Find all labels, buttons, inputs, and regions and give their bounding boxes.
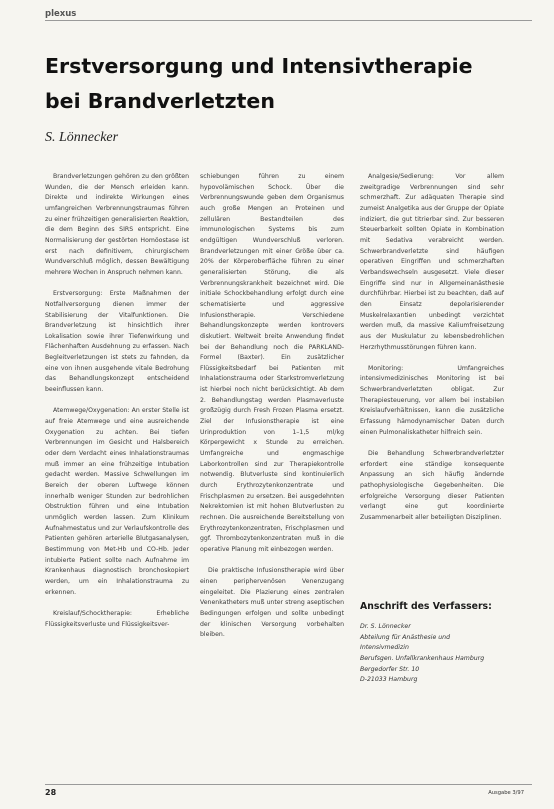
paragraph: Erstversorgung: Erste Maßnahmen der Notfallversorgung dienen immer der Stabilisierung der Vitalfunktionen. Die Brandverletzung ist hinsichtlich ihrer Lokalisation sowie ihrer Tiefenwirkung und Flächenhaften Ausdehnung zu erfassen. Nach Begleitverletzungen ist stets zu fahnden, da eine von ihnen ausgehende vitale Bedrohung das Behandlungskonzept entscheidend beeinflussen kann. (45, 290, 189, 394)
paragraph: Atemwege/Oxygenation: An erster Stelle ist auf freie Atemwege und eine ausreichende Oxygenation zu achten. Bei tiefen Verbrennungen im Gesicht und Halsbereich oder dem Verdacht eines Inhalationstraumas muß immer an eine frühzeitige Intubation gedacht werden. Massive Schwellungen im Bereich der oberen Luftwege können innerhalb weniger Stunden zur bedrohlichen Obstruktion führen und eine Intubation unmöglich werden lassen. Zum Klinikum Aufnahmestatus und zur Verlaufskontrolle des Patienten gehören arterielle Blutgasanalysen, Bestimmung von Met-Hb und CO-Hb. Jeder intubierte Patient sollte nach Aufnahme im Krankenhaus diagnostisch bronchoskopiert werden, um ein Inhalationstrauma zu erkennen. (45, 407, 189, 596)
paragraph: Die praktische Infusionstherapie wird über einen periphervenösen Venenzugang eingeleitet. Die Plazierung eines zentralen Venenkatheters muß unter streng aseptischen Bedingungen erfolgen und sollte unbedingt der klinischen Versorgung vorbehalten bleiben. (200, 567, 344, 639)
paragraph: Kreislauf/Schocktherapie: Erhebliche Flüssigkeitsverluste und Flüssigkeitsver- (45, 609, 189, 628)
address-line: D-21033 Hamburg (360, 676, 418, 684)
author-address (360, 622, 510, 686)
address-line: Abteilung für Anästhesie und (360, 633, 450, 641)
paragraph: Monitoring: Umfangreiches intensivmedizinisches Monitoring ist bei Schwerbrandverletzten obligat. Zur Therapiesteuerung, vor allem bei instabilen Kreislaufverhältnissen, kann die zusätzliche Erfassung hämodynamischer Daten durch einen Pulmonaliskatheter hilfreich sein. (360, 364, 504, 436)
address-line: Intensivmedizin (360, 644, 409, 652)
article-title: Erstversorgung und Intensivtherapie bei Brandverletzten (45, 54, 473, 113)
text-column-3 (360, 172, 504, 534)
address-heading: Anschrift des Verfassers: (360, 601, 492, 612)
paragraph: Analgesie/Sedierung: Vor allem zweitgradige Verbrennungen sind sehr schmerzhaft. Zur adäquaten Therapie sind zumeist Analgetika aus der Gruppe der Opiate indiziert, die gut titrierbar sind. Zur besseren Steuerbarkeit sollten Opiate in Kombination mit Sedativa verabreicht werden. Schwerbrandverletzte sind häufigen operativen Eingriffen und schmerzhaften Verbandswechseln ausgesetzt. Viele dieser Eingriffe sind nur in Allgemeinanästhesie durchführbar. Hierbei ist zu beachten, daß auf den Einsatz depolarisierender Muskelrelaxantien unbedingt verzichtet werden muß, da massive Kaliumfreisetzung aus der Muskulatur zu lebensbedrohlichen Herzrhythmusstörungen führen kann. (360, 173, 504, 351)
paragraph: schiebungen führen zu einem hypovolämischen Schock. Über die Verbrennungswunde geben dem Organismus auch große Mengen an Proteinen und zellulären Bestandteilen des immunologischen Systems bis zum endgültigen Wundverschluß verloren. Brandverletzungen mit einer Größe über ca. 20% der Körperoberfläche führen zu einer generalisierten Störung, die als Verbrennungskrankheit bezeichnet wird. Die initiale Schockbehandlung erfolgt durch eine schematisierte und aggressive Infusionstherapie. Verschiedene Behandlungskonzepte werden kontrovers diskutiert. Weltweit breite Anwendung findet bei der Behandlung noch die PARKLAND-Formel (Baxter). Ein zusätzlicher Flüssigkeitsbedarf bei Patienten mit Inhalationstrauma oder Starkstromverletzung ist hierbei noch nicht berücksichtigt. Ab dem 2. Behandlungstag werden Plasmaverluste großzügig durch Fresh Frozen Plasma ersetzt. Ziel der Infusionstherapie ist eine Urinproduktion von 1–1,5 ml/kg Körpergewicht x Stunde zu erreichen. Umfangreiche und engmaschige Laborkontrollen sind zur Therapiekontrolle notwendig. Blutverluste sind kontinuierlich durch Erythrozytenkonzentrate und Frischplasmen zu ersetzen. Bei ausgedehnten Nekrektomien ist mit hohen Blutverlusten zu rechnen. Die ausreichende Bereitstellung von Erythrozytenkonzentraten, Frischplasmen und ggf. Thrombozytenkonzentraten muß in die operative Planung mit einbezogen werden. (200, 173, 344, 553)
section-label: plexus (45, 9, 77, 19)
paragraph: Die Behandlung Schwerbrandverletzter erfordert eine ständige konsequente Anpassung an sich häufig ändernde pathophysiologische Gegebenheiten. Die erfolgreiche Versorgung dieser Patienten verlangt eine gut koordinierte Zusammenarbeit aller beteiligten Disziplinen. (360, 450, 504, 521)
paragraph: Brandverletzungen gehören zu den größten Wunden, die der Mensch erleiden kann. Direkte und indirekte Wirkungen eines umfangreichen Verbrennungstraumas führen zu einer frühzeitigen generalisierten Reaktion, die dem Beginn des SIRS entspricht. Eine Normalisierung der gestörten Homöostase ist erst nach definitivem, chirurgischem Wundverschluß möglich, dessen Bewältigung mehrere Wochen in Anspruch nehmen kann. (45, 173, 189, 276)
text-column-1 (45, 172, 189, 641)
issue-label: Ausgabe 3/97 (488, 790, 524, 796)
address-line: Berufsgen. Unfallkrankenhaus Hamburg (360, 654, 485, 662)
article-author: S. Lönnecker (45, 130, 119, 145)
bottom-divider (45, 784, 532, 785)
page-number: 28 (45, 788, 57, 797)
text-column-2 (200, 172, 344, 652)
address-line: Dr. S. Lönnecker (360, 623, 411, 630)
top-divider (45, 20, 532, 21)
address-line: Bergedorfer Str. 10 (360, 665, 420, 673)
